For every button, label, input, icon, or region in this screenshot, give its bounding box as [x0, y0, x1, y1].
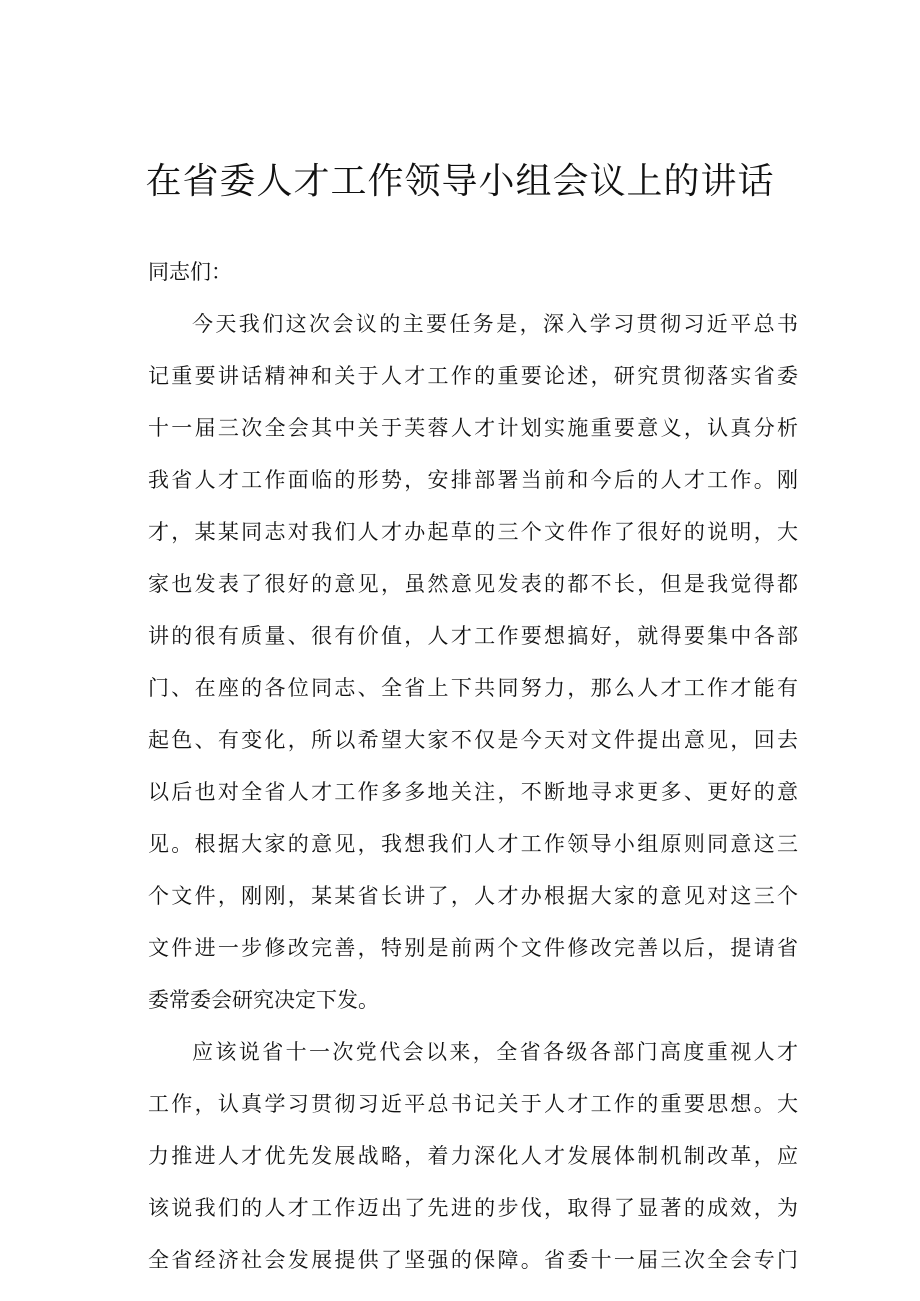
text-line: 全省经济社会发展提供了坚强的保障。省委十一届三次全会专门 [148, 1248, 798, 1272]
text-line: 门、在座的各位同志、全省上下共同努力，那么人才工作才能有 [148, 676, 798, 700]
text-line: 个文件，刚刚，某某省长讲了，人才办根据大家的意见对这三个 [148, 884, 798, 908]
salutation: 同志们： [148, 260, 232, 284]
text-line: 工作，认真学习贯彻习近平总书记关于人才工作的重要思想。大 [148, 1092, 798, 1116]
text-line: 十一届三次全会其中关于芙蓉人才计划实施重要意义，认真分析 [148, 416, 798, 440]
text-line: 讲的很有质量、很有价值，人才工作要想搞好，就得要集中各部 [148, 624, 798, 648]
text-line: 见。根据大家的意见，我想我们人才工作领导小组原则同意这三 [148, 832, 798, 856]
text-line: 记重要讲话精神和关于人才工作的重要论述，研究贯彻落实省委 [148, 364, 798, 388]
text-line: 才，某某同志对我们人才办起草的三个文件作了很好的说明，大 [148, 520, 798, 544]
text-line: 力推进人才优先发展战略，着力深化人才发展体制机制改革，应 [148, 1144, 798, 1168]
text-line: 委常委会研究决定下发。 [148, 988, 379, 1012]
text-line: 该说我们的人才工作迈出了先进的步伐，取得了显著的成效，为 [148, 1196, 798, 1220]
text-line: 我省人才工作面临的形势，安排部署当前和今后的人才工作。刚 [148, 468, 798, 492]
text-line: 以后也对全省人才工作多多地关注，不断地寻求更多、更好的意 [148, 780, 798, 804]
document-body [148, 246, 798, 1286]
text-line: 家也发表了很好的意见，虽然意见发表的都不长，但是我觉得都 [148, 572, 798, 596]
document-title: 在省委人才工作领导小组会议上的讲话 [145, 161, 775, 202]
paragraph-1 [148, 298, 798, 1026]
text-line: 应该说省十一次党代会以来，全省各级各部门高度重视人才 [192, 1040, 798, 1064]
text-line: 今天我们这次会议的主要任务是，深入学习贯彻习近平总书 [192, 312, 798, 336]
paragraph-2 [148, 1026, 798, 1286]
text-line: 文件进一步修改完善，特别是前两个文件修改完善以后，提请省 [148, 936, 798, 960]
text-line: 起色、有变化，所以希望大家不仅是今天对文件提出意见，回去 [148, 728, 798, 752]
